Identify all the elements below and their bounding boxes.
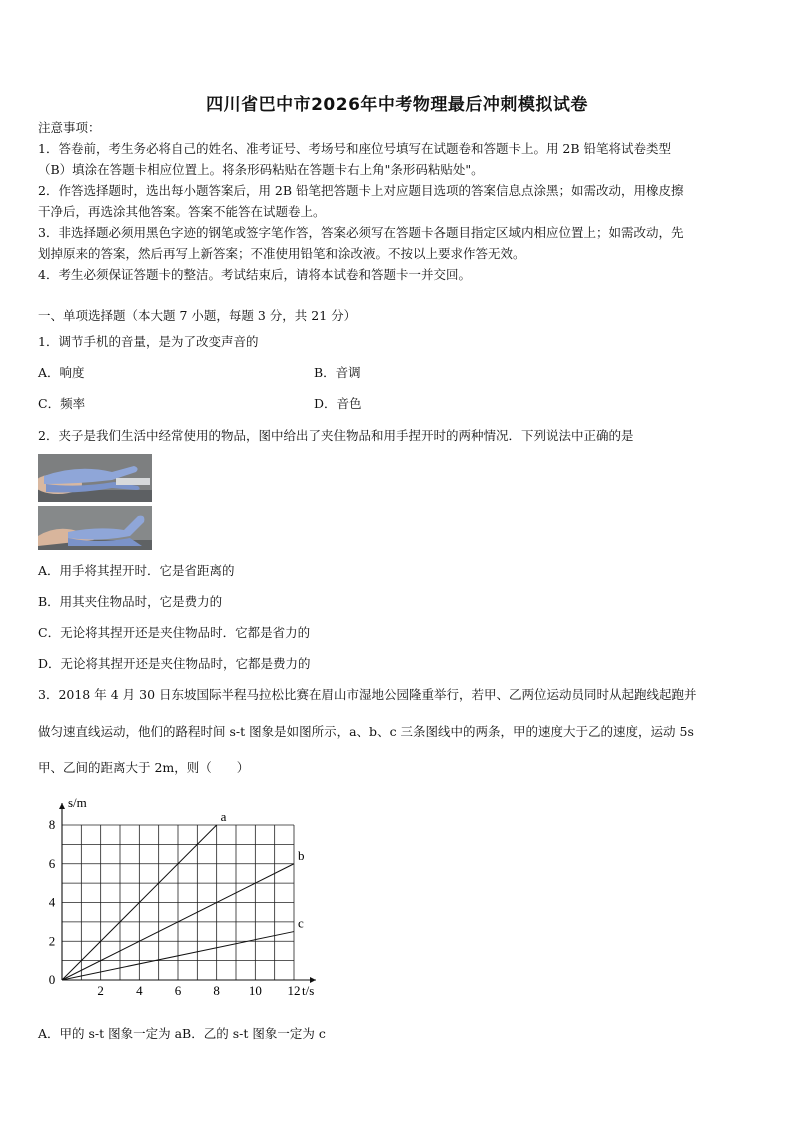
q2-option-a: A．用手将其捏开时．它是省距离的	[38, 563, 235, 578]
notice-heading: 注意事项：	[38, 120, 101, 135]
notice-line: （B）填涂在答题卡相应位置上。将条形码粘贴在答题卡右上角"条形码粘贴处"。	[38, 162, 484, 177]
y-axis-arrow	[59, 803, 65, 809]
y-tick-label: 0	[48, 972, 56, 987]
y-tick-label: 6	[48, 855, 56, 871]
series-label-c: c	[298, 915, 304, 931]
question-3-stem-line: 做匀速直线运动，他们的路程时间 s-t 图象是如图所示，a、b、c 三条图线中的两条，甲的速度大于乙的速度，运动 5s	[38, 724, 694, 739]
x-tick-label: 4	[136, 983, 143, 998]
notice-line: 4．考生必须保证答题卡的整洁。考试结束后，请将本试卷和答题卡一并交回。	[38, 267, 471, 282]
question-3-stem-line: 3．2018 年 4 月 30 日东坡国际半程马拉松比赛在眉山市湿地公园隆重举行，若甲、乙两位运动员同时从起跑线起跑并	[38, 687, 697, 702]
clip-holding-photo	[38, 506, 152, 550]
x-tick-label: 6	[174, 983, 182, 998]
chart-grid	[62, 825, 294, 980]
notice-line: 干净后，再选涂其他答案。答案不能答在试题卷上。	[38, 204, 326, 219]
x-axis-label: t/s	[302, 983, 315, 998]
x-tick-label: 2	[97, 983, 104, 998]
chart-axes	[59, 803, 316, 983]
x-tick-label: 8	[213, 983, 220, 998]
notice-line: 3．非选择题必须用黑色字迹的钢笔或签字笔作答，答案必须写在答题卡各题目指定区域内相应位置上；如需改动，先	[38, 225, 684, 240]
q2-option-b: B．用其夹住物品时，它是费力的	[38, 594, 223, 609]
question-1-stem: 1．调节手机的音量，是为了改变声音的	[38, 334, 259, 349]
y-axis-label: s/m	[68, 795, 87, 810]
q1-option-d: D．音色	[314, 396, 362, 411]
y-tick-label: 2	[48, 933, 56, 949]
series-label-b: b	[298, 847, 305, 863]
q1-option-a: A．响度	[38, 365, 85, 380]
y-tick-label: 8	[48, 817, 56, 832]
q2-option-d: D．无论将其捏开还是夹住物品时，它都是费力的	[38, 656, 311, 671]
question-3-stem-line: 甲、乙间的距离大于 2m，则（ ）	[38, 760, 250, 775]
s-t-chart	[36, 792, 326, 1004]
q2-option-c: C．无论将其捏开还是夹住物品时．它都是省力的	[38, 625, 311, 640]
clip-squeezed-photo	[38, 454, 152, 502]
q1-option-b: B．音调	[314, 365, 361, 380]
x-tick-label: 12	[287, 983, 301, 998]
q1-option-c: C．频率	[38, 396, 86, 411]
question-2-stem: 2．夹子是我们生活中经常使用的物品，图中给出了夹住物品和用手捏开时的两种情况．下列说法中正确的是	[38, 428, 634, 443]
notice-line: 划掉原来的答案，然后再写上新答案；不准使用铅笔和涂改液。不按以上要求作答无效。	[38, 246, 526, 261]
notice-line: 1．答卷前，考生务必将自己的姓名、准考证号、考场号和座位号填写在试题卷和答题卡上。用 2B 铅笔将试卷类型	[38, 141, 672, 156]
y-tick-label: 4	[48, 894, 56, 910]
page-title: 四川省巴中市2026年中考物理最后冲刺模拟试卷	[206, 95, 588, 115]
series-label-a: a	[220, 809, 227, 824]
notice-line: 2．作答选择题时，选出每小题答案后，用 2B 铅笔把答题卡上对应题目选项的答案信息点涂黑；如需改动，用橡皮擦	[38, 183, 684, 198]
x-tick-label: 10	[248, 983, 262, 998]
section-heading: 一、单项选择题（本大题 7 小题，每题 3 分，共 21 分）	[38, 308, 357, 323]
q3-options-line: A．甲的 s-t 图象一定为 aB．乙的 s-t 图象一定为 c	[38, 1026, 326, 1041]
